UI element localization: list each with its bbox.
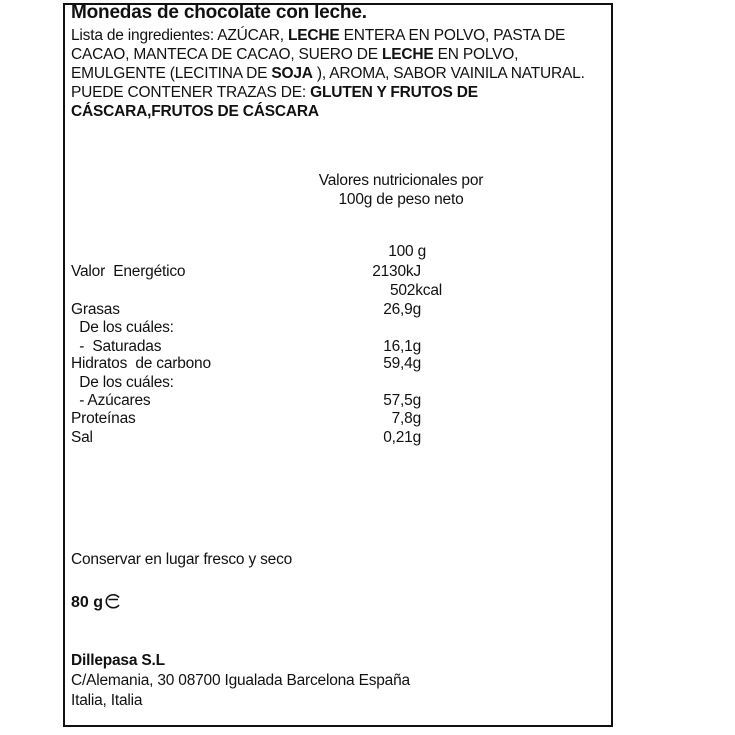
nutrition-header-line-2: 100g de peso neto (338, 191, 464, 208)
ingredients-line-1: Lista de ingredientes: AZÚCAR, LECHE ENTERA EN POLVO, PASTA DE (71, 27, 566, 44)
nutrition-row-label: - Saturadas (71, 338, 162, 355)
nutrition-row-value: 502kcal (389, 282, 442, 299)
nutrition-row-value: 26,9g (383, 301, 421, 318)
nutrition-row-label: Grasas (71, 301, 120, 318)
nutrition-row-label: - Azúcares (71, 392, 151, 409)
nutrition-row-value: 0,21g (383, 429, 421, 446)
estimated-sign-icon (103, 593, 121, 609)
nutrition-row-label: Valor Energético (71, 263, 186, 280)
nutrition-row-value: 7,8g (391, 410, 421, 427)
nutrition-row-value: 57,5g (383, 392, 421, 409)
nutrition-row-label: Proteínas (71, 410, 136, 427)
nutrition-row-label: Hidratos de carbono (71, 355, 211, 372)
company-name: Dillepasa S.L (71, 652, 165, 669)
nutrition-row-value: 16,1g (383, 338, 421, 355)
ingredients-line-3: EMULGENTE (LECITINA DE SOJA ), AROMA, SABOR VAINILA NATURAL. (71, 65, 585, 82)
product-title: Monedas de chocolate con leche. (71, 2, 367, 23)
allergen-warning-line-2: CÁSCARA,FRUTOS DE CÁSCARA (71, 103, 319, 120)
nutrition-row-value: 2130kJ (372, 263, 421, 280)
nutrition-row-label: De los cuáles: (71, 374, 174, 391)
country-of-origin: Italia, Italia (71, 692, 143, 709)
allergen-warning-line-1: PUEDE CONTENER TRAZAS DE: GLUTEN Y FRUTOS DE (71, 84, 478, 101)
nutrition-header-line-1: Valores nutricionales por (318, 172, 484, 189)
storage-instructions: Conservar en lugar fresco y seco (71, 551, 293, 568)
nutrition-column-header: 100 g (388, 243, 426, 260)
nutrition-row-label: De los cuáles: (71, 319, 174, 336)
ingredients-line-2: CACAO, MANTECA DE CACAO, SUERO DE LECHE EN POLVO, (71, 46, 519, 63)
net-weight: 80 g (71, 593, 121, 612)
company-address: C/Alemania, 30 08700 Igualada Barcelona España (71, 672, 410, 689)
nutrition-row-label: Sal (71, 429, 93, 446)
nutrition-row-value: 59,4g (383, 355, 421, 372)
